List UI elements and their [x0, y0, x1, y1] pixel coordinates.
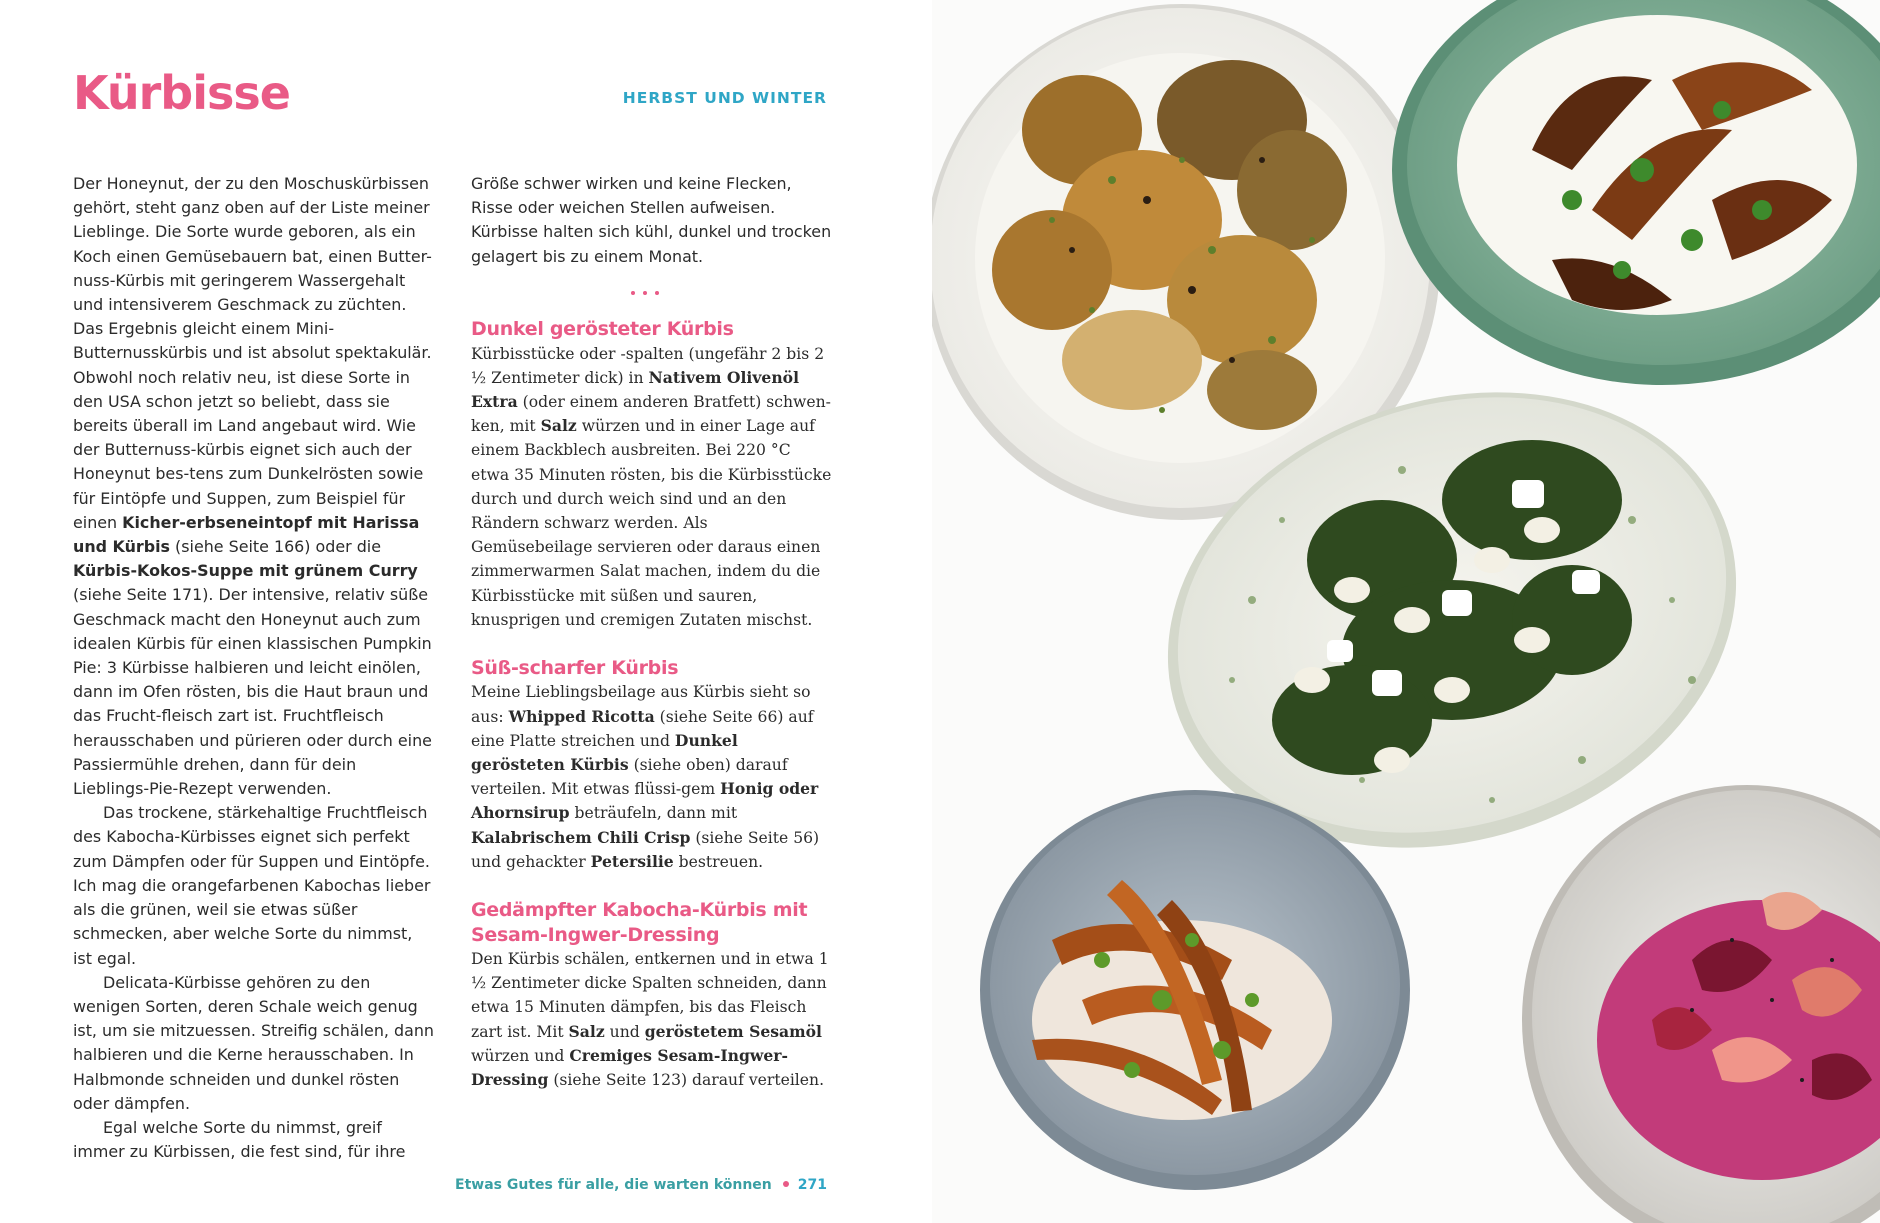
- plate-beets: [1522, 785, 1880, 1223]
- section-divider: [471, 281, 819, 305]
- text-column-2: [471, 172, 833, 1092]
- paragraph-tips: Egal welche Sorte du nimmst, greif immer zu Kürbissen, die fest sind, für ihre: [73, 1117, 406, 1162]
- page-number: 271: [797, 1177, 827, 1193]
- paragraph-continuation: Größe schwer wirken und keine Flecken, Risse oder weichen Stellen aufweisen. Kürbisse halten sich kühl, dunkel und trocken gelagert bis zu einem Monat.: [471, 174, 832, 266]
- paragraph-honeynut: Der Honeynut, der zu den Moschuskürbissen gehört, steht ganz oben auf der Liste meiner Lieblinge. Die Sorte wurde geboren, als ein Koch einen Gemüsebauern bat, einen Butter-nuss-Kürbis mit geringerem Wassergehalt und intensiverem Geschmack zu züchten. Das Ergebnis gleicht einem Mini-Butternusskürbis und ist absolut spektakulär. Obwohl noch relativ neu, ist diese Sorte in den USA schon jetzt so beliebt, dass sie bereits überall im Land angebaut wird. Wie der Butternuss-kürbis eignet sich auch der Honeynut bes-tens zum Dunkelrösten sowie für Eintöpfe und Suppen, zum Beispiel für einen Kicher-erbseneintopf mit Harissa und Kürbis (siehe Seite 166) oder die Kürbis-Kokos-Suppe mit grünem Curry (siehe Seite 171). Der intensive, relativ süße Geschmack macht den Honeynut auch zum idealen Kürbis für einen klassischen Pumpkin Pie: 3 Kürbisse halbieren und leicht einölen, dann im Ofen rösten, bis die Haut braun und das Frucht-fleisch zart ist. Fruchtfleisch herausschaben und pürieren oder durch eine Passiermühle drehen, dann für dein Lieblings-Pie-Rezept verwenden.: [73, 174, 432, 799]
- page-title: Kürbisse: [73, 66, 290, 120]
- recipe-title-suess-scharf: Süß-scharfer Kürbis: [471, 656, 679, 679]
- recipe-title-dunkel: Dunkel gerösteter Kürbis: [471, 318, 734, 341]
- recipe-body-kabocha: Den Kürbis schälen, entkernen und in etwa 1 ½ Zentimeter dicke Spalten schneiden, dann etwa 15 Minuten dämpfen, bis das Fleisch zart ist. Mit Salz und geröstetem Sesamöl würzen und Cremiges Sesam-Ingwer-Dressing (siehe Seite 123) darauf verteilen.: [471, 950, 829, 1090]
- plate-carrots: [980, 790, 1410, 1190]
- footer-text: Etwas Gutes für alle, die warten können: [455, 1177, 772, 1193]
- left-page: [0, 0, 932, 1223]
- text-column-1: [73, 172, 435, 1164]
- paragraph-kabocha: Das trockene, stärkehaltige Fruchtfleisch des Kabocha-Kürbisses eignet sich perfekt zum Dämpfen oder für Suppen und Eintöpfe. Ich mag die orangefarbenen Kabochas lieber als die grünen, weil sie etwas süßer schmecken, aber welche Sorte du nimmst, ist egal.: [73, 803, 431, 968]
- paragraph-delicata: Delicata-Kürbisse gehören zu den wenigen Sorten, deren Schale weich genug ist, um sie mitzuessen. Streifig schälen, dann halbieren und die Kerne herausschaben. In Halbmonde schneiden und dunkel rösten oder dämpfen.: [73, 972, 434, 1113]
- page-footer: [455, 1177, 827, 1193]
- recipe-body-dunkel: Kürbisstücke oder -spalten (ungefähr 2 bis 2 ½ Zentimeter dick) in Nativem Olivenöl Extra (oder einem anderen Bratfett) schwen-ken, mit Salz würzen und in einer Lage auf einem Backblech ausbreiten. Bei 220 °C etwa 35 Minuten rösten, bis die Kürbisstücke durch und durch weich sind und an den Rändern schwarz werden. Als Gemüsebeilage servieren oder daraus einen zimmerwarmen Salat machen, indem du die Kürbisstücke mit süßen und sauren, knusprigen und cremigen Zutaten mischst.: [471, 344, 832, 629]
- section-label: HERBST UND WINTER: [622, 89, 827, 107]
- recipe-body-suess-scharf: Meine Lieblingsbeilage aus Kürbis sieht so aus: Whipped Ricotta (siehe Seite 66) auf eine Platte streichen und Dunkel gerösteten Kürbis (siehe oben) darauf verteilen. Mit etwas flüssi-gem Honig oder Ahornsirup beträufeln, dann mit Kalabrischem Chili Crisp (siehe Seite 56) und gehackter Petersilie bestreuen.: [471, 683, 820, 871]
- plate-squash: [1392, 0, 1880, 385]
- footer-dot: [783, 1181, 789, 1187]
- food-photo: [932, 0, 1880, 1223]
- recipe-title-kabocha: Gedämpfter Kabocha-Kürbis mit Sesam-Ingwer-Dressing: [471, 899, 808, 946]
- food-photo-illustration: [932, 0, 1880, 1223]
